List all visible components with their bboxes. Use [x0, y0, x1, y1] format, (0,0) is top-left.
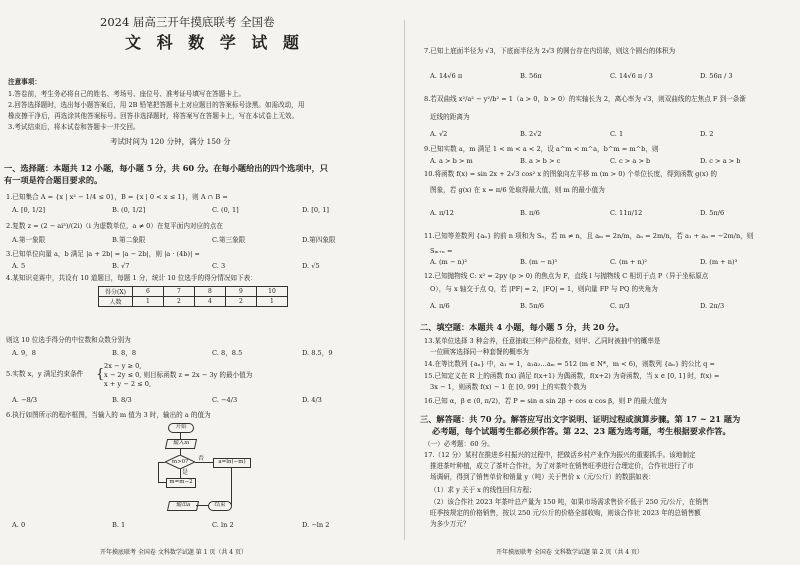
flow-loop [158, 462, 159, 482]
q3-option-d: D. √5 [302, 262, 320, 270]
table-cell: 7 [163, 287, 194, 297]
required-heading: （一）必考题：60 分。 [424, 440, 494, 448]
score-table [98, 286, 288, 307]
q11-option-c: C. (m + n)² [610, 258, 648, 266]
constraint: x + y − 2 ≤ 0, [104, 380, 152, 388]
q8-option-d: D. 2 [700, 130, 714, 138]
q1-option-b: B. (0, 1/2] [112, 206, 146, 214]
q1-option-c: C. (0, 1] [212, 206, 239, 214]
brace-icon: { [96, 367, 105, 382]
table-cell: 2 [163, 297, 194, 307]
q8-option-c: C. 1 [610, 130, 624, 138]
flow-update: m=m−2 [166, 478, 196, 488]
table-cell: 人数 [99, 297, 133, 307]
q7-option-b: B. 56π [520, 72, 542, 80]
question-17-line: （2）该合作社 2023 年茶叶总产量为 150 吨，如果市场需求售价不低于 250 元/公斤，在销售 [430, 498, 709, 506]
question-14: 14.在等比数列 {aₙ} 中，a₁ = 1，a₁a₂…aₘ = 512 (m ∈ N*，m < 6)，则数列 {aₙ} 的公比 q = [424, 360, 715, 368]
flow-input: 输入m [165, 439, 197, 449]
q10-option-c: C. 11π/12 [610, 209, 643, 217]
question-17-line: 推进茶叶种植，成立了茶叶合作社，为了对茶叶在销售旺季进行合理定价，合作社进行了市 [430, 462, 694, 470]
question-13: 13.某单位选择 3 种会养，任意抽取三种产品检查，则甲、乙同时被抽中的概率是 [424, 337, 661, 345]
flow-yes-label: 是 [182, 469, 189, 476]
flow-loop [158, 462, 165, 463]
question-12: 12.已知抛物线 C: x² = 2py (p > 0) 的焦点为 F，直线 l 与抛物线 C 相切于点 P（异于坐标原点 [424, 272, 709, 280]
question-4: 4.某知识竞赛中，共设有 10 道题目，每题 1 分，统计 10 位选手的得分情况如下表： [6, 274, 257, 282]
question-17-line: 为多少万元？ [430, 520, 470, 528]
question-11-b: Sₘ₊ₙ = [430, 247, 453, 255]
flow-output: 输出a [167, 501, 199, 511]
flow-arrow [196, 505, 208, 506]
q9-option-c: C. c > a > b [610, 157, 651, 165]
question-13-b: 一位顾客选择同一种套餐的概率为 [430, 348, 529, 356]
section-3-title-2: 必考题，每个试题考生都必须作答。第 22、23 题为选考题，考生根据要求作答。 [432, 426, 731, 436]
question-3: 3.已知单位向量 a，b 满足 |a + 2b| = |a − 2b|，则 |a · (4b)| = [6, 250, 200, 258]
table-cell: 得分(X) [99, 287, 133, 297]
q4-option-d: D. 8.5，9 [302, 349, 333, 357]
question-10: 10.将函数 f(x) = sin 2x + 2√3 cos² x 的图象向左平移 m (m > 0) 个单位长度，得到函数 g(x) 的 [424, 170, 717, 178]
q9-option-d: D. c > a > b [700, 157, 741, 165]
question-17-line: 旺季按规定的价格销售，按以 250 元/公斤的价格全部收购，则该合作社 2023 年的总销售额 [430, 509, 701, 517]
q12-option-b: B. 5π/6 [520, 302, 544, 310]
flow-decision: m>0? [171, 459, 189, 465]
q5-option-b: B. 8/3 [112, 396, 132, 404]
question-7: 7.已知上底面半径为 √3，下底面半径为 2√3 的圆台存在内切球，则这个圆台的体积为 [424, 47, 676, 55]
q8-option-b: B. 2√2 [520, 130, 542, 138]
q10-option-b: B. π/6 [520, 209, 540, 217]
table-cell: 2 [225, 297, 256, 307]
question-15-b: 3x − 1，则函数 f(x) − 1 在 [0, 99] 上的实数个数为 [430, 383, 587, 391]
q12-option-d: D. 2π/3 [700, 302, 725, 310]
table-cell: 4 [194, 297, 225, 307]
section-3-title: 三、解答题：共 70 分。解答应写出文字说明、证明过程或演算步骤。第 17 ~ 21 题为 [420, 414, 741, 424]
q6-option-a: A. 0 [12, 521, 26, 529]
table-row [99, 297, 288, 307]
table-cell: 8 [194, 287, 225, 297]
table-cell: 10 [256, 287, 287, 297]
q4-option-c: C. 8，8.5 [212, 349, 243, 357]
table-cell: 1 [132, 297, 163, 307]
notice-item: 2.回答选择题时，选出每小题答案后，用 2B 铅笔把答题卡上对应题目的答案标号涂黑。如需改动，用 [8, 101, 305, 109]
question-2: 2.复数 z = (2 − ai³)/(2i)（i 为虚数单位，a ≠ 0）在复平面内对应的点在 [6, 222, 223, 230]
question-15: 15.已知定义在 R 上的函数 f(x) 满足 f(x+1) 为偶函数，f(x+2) 为奇函数，当 x ∈ [0, 1] 时，f(x) = [424, 372, 720, 380]
question-17-line: （1）求 y 关于 x 的线性回归方程； [430, 486, 536, 494]
exam-time: 考试时间为 120 分钟，满分 150 分 [110, 137, 231, 146]
q7-option-a: A. 14√6 π [430, 72, 463, 80]
flow-arrow [180, 469, 181, 478]
q5-option-c: C. −4/3 [212, 396, 238, 404]
right-column [410, 0, 800, 565]
q12-option-c: C. π/3 [610, 302, 630, 310]
section-1-title-2: 有一项是符合题目要求的。 [4, 175, 103, 185]
question-5: 5.实数 x，y 满足约束条件 [6, 370, 84, 378]
notice-item: 1.答卷前，考生务必将自己的姓名、考场号、座位号、准考证号填写在答题卡上。 [8, 90, 246, 98]
question-11: 11.已知等差数列 {aₙ} 的前 n 项和为 Sₙ，若 m ≠ n，且 aₘ = 2n/m，aₙ = 2m/n，若 a₁ + aₙ = −2m/n，则 [424, 232, 754, 240]
footer-left: 开年摸底联考 全国卷 文科数学试题 第 1 页（共 4 页） [100, 549, 247, 556]
exam-subtitle: 文 科 数 学 试 题 [125, 33, 304, 52]
question-1: 1.已知集合 A = {x | x² − 1/4 ≤ 0}，B = {x | 0 < x ≤ 1}，则 A ∩ B = [6, 193, 228, 201]
question-17-line: 17.（12 分）某村在推进乡村振兴的过程中，把做活乡村产业作为振兴的重要抓手。该地制定 [424, 451, 696, 459]
q9-option-a: A. a > b > m [430, 157, 473, 165]
flow-arrow [231, 467, 232, 505]
q11-option-a: A. (m − n)² [430, 258, 467, 266]
section-2-title: 二、填空题：本题共 4 小题，每小题 5 分，共 20 分。 [420, 322, 624, 332]
flow-assign: a=ln(−m) [213, 458, 251, 468]
q2-option-d: D.第四象限 [302, 236, 336, 244]
q10-option-d: D. 5π/6 [700, 209, 725, 217]
table-row [99, 287, 288, 297]
q12-option-a: A. π/6 [430, 302, 450, 310]
flow-arrow [180, 432, 181, 439]
q5-option-a: A. −8/3 [12, 396, 38, 404]
question-9: 9.已知实数 a，m 满足 1 < m < a < 2，设 a^m < m^a，b^m = m^b，则 [424, 145, 659, 153]
question-4-b: 则这 10 位选手得分的中位数和众数分别为 [6, 336, 131, 344]
table-cell: 6 [132, 287, 163, 297]
q2-option-b: B.第二象限 [112, 236, 146, 244]
notice-item: 3.考试结束后，将本试卷和答题卡一并交回。 [8, 123, 140, 131]
flow-no-label: 否 [198, 455, 205, 462]
q11-option-d: D. (m + n)³ [700, 258, 738, 266]
q2-option-c: C.第三象限 [212, 236, 246, 244]
flow-start: 开始 [168, 423, 194, 433]
footer-right: 开年摸底联考 全国卷 文科数学试题 第 2 页（共 4 页） [496, 549, 643, 556]
q6-option-d: D. −ln 2 [302, 521, 330, 529]
q1-option-a: A. [0, 1/2] [12, 206, 46, 214]
q7-option-d: D. 56π / 3 [700, 72, 733, 80]
question-12-b: O），与 x 轴交于点 Q，若 |PF| = 2，|FQ| = 1，则向量 FP 与 PQ 的夹角为 [430, 285, 658, 293]
q10-option-a: A. π/12 [430, 209, 454, 217]
column-divider [404, 20, 405, 540]
question-8: 8.若双曲线 x²/a² − y²/b² = 1（a > 0，b > 0）的实轴长为 2，离心率为 √3，则双曲线的左焦点 F 到一条渐 [424, 95, 746, 103]
constraint: 2x − y ≥ 0, [104, 362, 142, 370]
flow-arrow [180, 448, 181, 455]
q6-option-b: B. 1 [112, 521, 126, 529]
q5-option-d: D. 4/3 [302, 396, 322, 404]
table-cell: 1 [256, 297, 287, 307]
q8-option-a: A. √2 [430, 130, 448, 138]
flow-loop [158, 482, 166, 483]
flow-end: 结束 [208, 501, 232, 511]
q3-option-a: A. 5 [12, 262, 26, 270]
question-8-b: 近线的距离为 [430, 113, 470, 121]
constraint: x − 2y ≤ 0, 则目标函数 z = 2x − 3y 的最小值为 [104, 371, 253, 379]
question-16: 16.已知 α，β ∈ (0, π/2)，若 P = sin α sin 2β + cos α cos β，则 P 的最大值为 [424, 397, 667, 405]
q7-option-c: C. 14√6 π / 3 [610, 72, 653, 80]
question-17-line: 场调研，得到了销售单价和销量 y（吨）关于售价 x（元/公斤）的数据如表： [430, 473, 655, 481]
q3-option-b: B. √7 [112, 262, 130, 270]
question-10-b: 图象，若 g(x) 在 x = π/6 处取得最大值，则 m 的最小值为 [430, 186, 605, 194]
q4-option-a: A. 9，8 [12, 349, 36, 357]
q11-option-b: B. (m − n)³ [520, 258, 558, 266]
q2-option-a: A.第一象限 [12, 236, 46, 244]
q3-option-c: C. 3 [212, 262, 226, 270]
notice-item: 橡皮擦干净后，再选涂其他答案标号。回答非选择题时，将答案写在答题卡上，写在本试卷上无效。 [8, 112, 299, 120]
q1-option-d: D. [0, 1] [302, 206, 329, 214]
exam-title: 2024 届高三开年摸底联考 全国卷 [100, 15, 275, 29]
flow-arrow [195, 462, 213, 463]
q9-option-b: B. a > b > c [520, 157, 561, 165]
section-1-title: 一、选择题：本题共 12 小题，每小题 5 分，共 60 分。在每小题给出的四个选项中，只 [4, 163, 328, 173]
table-cell: 9 [225, 287, 256, 297]
q6-option-c: C. ln 2 [212, 521, 234, 529]
question-6: 6.执行如图所示的程序框图，当输入的 m 值为 3 时，输出的 a 的值为 [6, 411, 211, 419]
q4-option-b: B. 8，8 [112, 349, 137, 357]
notice-heading: 注意事项： [8, 78, 41, 86]
